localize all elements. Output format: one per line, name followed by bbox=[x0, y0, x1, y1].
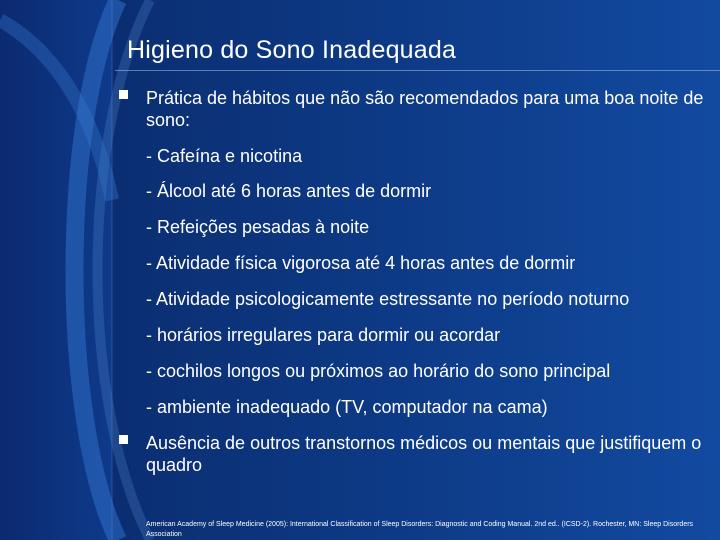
reference-citation: American Academy of Sleep Medicine (2005): International Classification of Sleep Disorders: Diagnostic and Coding Manual. 2nd ed.. (ICSD-2). Rochester, MN: Sleep Disorders Association bbox=[146, 521, 694, 538]
bullet-2: Ausência de outros transtornos médicos ou mentais que justifiquem o quadro bbox=[146, 433, 702, 475]
title-divider bbox=[115, 70, 720, 71]
bullet-marker-2 bbox=[119, 435, 128, 444]
bullet-marker-1 bbox=[119, 90, 128, 99]
sub-item-8: - ambiente inadequado (TV, computador na cama) bbox=[146, 397, 548, 417]
sub-item-3: - Refeições pesadas à noite bbox=[146, 217, 370, 237]
sub-item-6: - horários irregulares para dormir ou acordar bbox=[146, 325, 501, 345]
bullet-1: Prática de hábitos que não são recomendados para uma boa noite de sono: bbox=[146, 88, 704, 130]
sub-item-7: - cochilos longos ou próximos ao horário do sono principal bbox=[146, 361, 611, 381]
sub-item-2: - Álcool até 6 horas antes de dormir bbox=[146, 181, 432, 201]
sub-item-5: - Atividade psicologicamente estressante no período noturno bbox=[146, 289, 630, 309]
sub-item-1: - Cafeína e nicotina bbox=[146, 146, 303, 166]
slide-title: Higieno do Sono Inadequada bbox=[127, 36, 457, 64]
sub-item-4: - Atividade física vigorosa até 4 horas antes de dormir bbox=[146, 253, 576, 273]
